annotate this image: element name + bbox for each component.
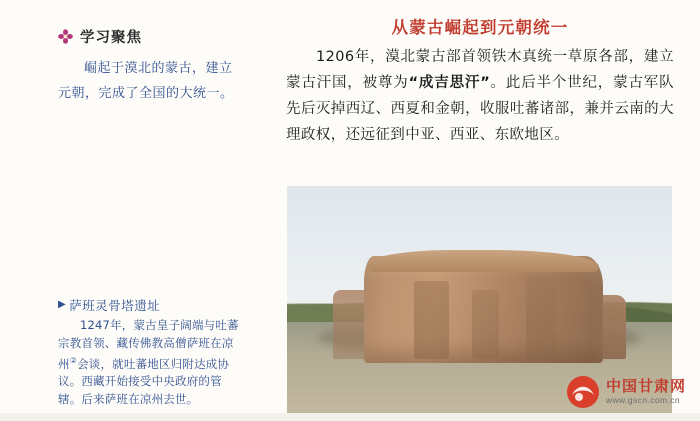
watermark-site-name: 中国甘肃网: [605, 377, 686, 396]
china-gansu-net-logo-icon: [566, 375, 600, 409]
watermark-text: [606, 378, 686, 405]
margin-note-heading: [58, 296, 244, 314]
footnote-marker: ②: [69, 356, 78, 365]
watermark-site-url: www.gscn.com.cn: [605, 394, 681, 405]
margin-note-body: [58, 317, 244, 408]
study-focus-block: [58, 26, 238, 106]
paragraph-run-1: 1206年，漠北蒙古部首领铁木真统一草原各部，建立蒙古汗国，被尊为: [286, 49, 674, 91]
main-content-column: [286, 14, 674, 148]
study-focus-body: 崛起于漠北的蒙古，建立元朝，完成了全国的大统一。: [58, 61, 234, 101]
margin-note-block: [58, 296, 244, 408]
paragraph-run-3: 。此后半个世纪，蒙古军队先后灭掉西辽、西夏和金朝，收服吐蕃诸部，兼并云南的大理政权，还远征到中亚、西亚、东欧地区。: [286, 75, 674, 143]
flower-icon: [58, 29, 73, 44]
page-bottom-edge: [0, 413, 700, 421]
margin-note-text-2: 会谈，就吐蕃地区归附达成协议。西藏开始接受中央政府的管辖。后来萨班在凉州去世。: [58, 356, 230, 406]
section-title: 从蒙古崛起到元朝统一: [391, 18, 569, 37]
watermark-logo: [566, 375, 686, 409]
ruin-notch: [526, 277, 557, 359]
body-paragraph: [286, 44, 674, 148]
margin-note-title: 萨班灵骨塔遗址: [69, 298, 161, 313]
study-focus-title: 学习聚焦: [80, 30, 142, 46]
study-focus-header: [58, 26, 238, 47]
triangle-bullet-icon: ▶: [58, 299, 67, 310]
ruin-notch: [414, 281, 449, 358]
margin-note-text-1: 1247年，蒙古皇子阔端与吐蕃宗教首领、藏传佛教高僧萨班在凉州: [58, 318, 239, 371]
ruin-notch: [472, 290, 499, 358]
paragraph-run-2-bold: “成吉思汗”: [408, 75, 491, 91]
